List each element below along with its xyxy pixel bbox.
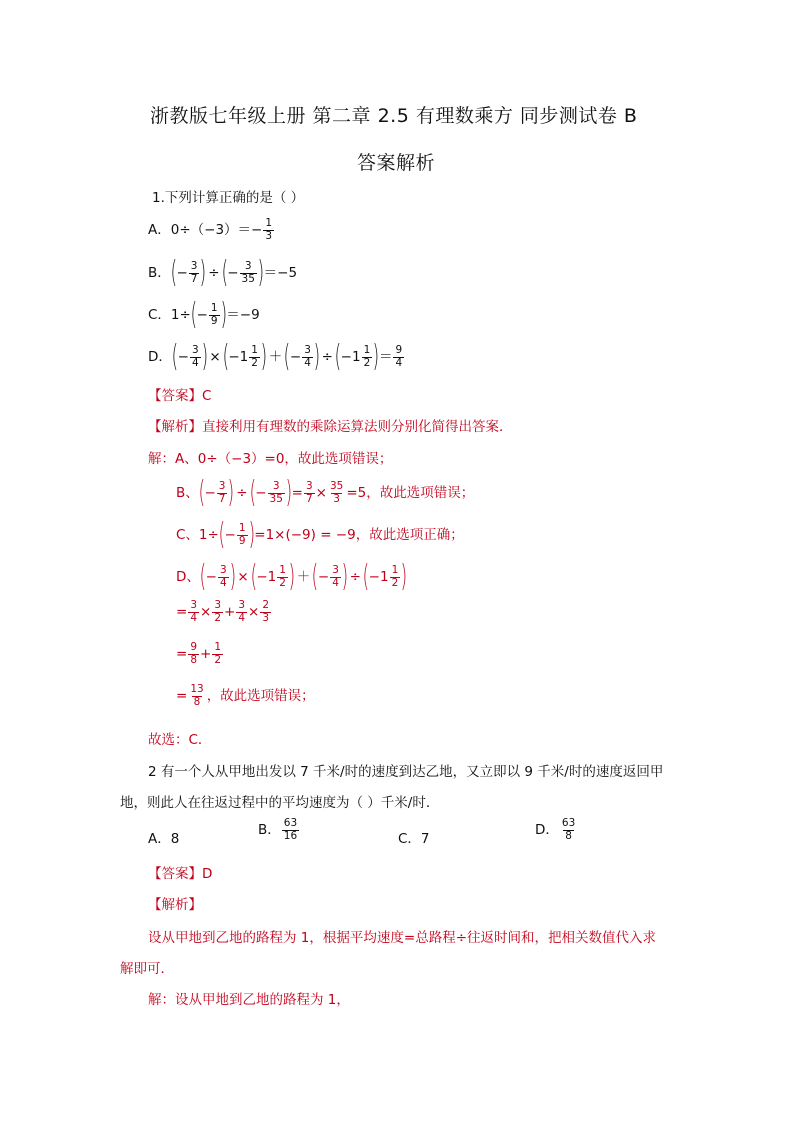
q2-analysis-line2: 解即可． [120,961,174,977]
page-subtitle: 答案解析 [357,152,436,174]
q2-option-b: B． $\frac{63}{16}$ [258,817,298,842]
q1-analysis: 【解析】直接利用有理数的乘除运算法则分别化简得出答案． [148,419,513,435]
q1-solution-b: B、(− $\frac{3}{7}$ ) ÷(− $\frac{3}{35}$ )= $\frac{3}{7}$ × $\frac{35}{3}$ =5，故此选项错误； [176,475,475,510]
q1-solution-c: C、1÷(− $\frac{1}{9}$ )=1×(−9) = −9，故此选项正确； [176,517,464,552]
q2-stem-line1: 2 有一个人从甲地出发以 7 千米/时的速度到达乙地，又立即以 9 千米/时的速度返回甲 [148,764,664,780]
q2-analysis-tag: 【解析】 [148,897,202,913]
q1-conclusion: 故选：C． [148,732,212,748]
q1-stem: 1.下列计算正确的是（ ） [152,190,305,206]
q2-option-d: D． $\frac{63}{8}$ [535,817,576,842]
q1-answer: 【答案】C [148,388,212,404]
q2-solution: 解：设从甲地到乙地的路程为 1， [148,992,350,1008]
page-title: 浙教版七年级上册 第二章 2.5 有理数乘方 同步测试卷 B [150,105,638,127]
q2-option-a: A．8 [148,831,180,847]
q2-option-c: C．7 [398,831,430,847]
q1-option-b: B．(− $\frac{3}{7}$ ) ÷(− $\frac{3}{35}$ )＝−5 [148,255,298,290]
q1-solution-d-step1: = $\frac{3}{4}$ × $\frac{3}{2}$ + $\frac{3}{4}$ × $\frac{2}{3}$ [176,599,269,624]
q1-solution-a: 解：A、0÷（−3）=0，故此选项错误； [148,451,393,467]
q1-solution-d-step3: = $\frac{13}{8}$ ，故此选项错误； [176,683,315,708]
q1-solution-d: D、(− $\frac{3}{4}$ ) ×(−1 $\frac{1}{2}$ ) ＋(− $\frac{3}{4}$ ) ÷(−1 $\frac{1}{2}$ ) [176,559,408,594]
q1-option-a: A．0÷（−3）＝− $\frac{1}{3}$ [148,217,273,242]
q2-analysis-line1: 设从甲地到乙地的路程为 1，根据平均速度=总路程÷往返时间和，把相关数值代入求 [148,930,657,946]
q1-option-c: C．1÷(− $\frac{1}{9}$ )＝−9 [148,297,260,332]
q2-stem-line2: 地，则此人在往返过程中的平均速度为（ ）千米/时． [120,795,440,811]
q2-answer: 【答案】D [148,866,213,882]
q1-option-d: D．(− $\frac{3}{4}$ ) ×(−1 $\frac{1}{2}$ ) ＋(− $\frac{3}{4}$ ) ÷(−1 $\frac{1}{2}$ )＝ $\frac{9}{4}$ [148,339,403,374]
q1-solution-d-step2: = $\frac{9}{8}$ + $\frac{1}{2}$ [176,641,221,666]
